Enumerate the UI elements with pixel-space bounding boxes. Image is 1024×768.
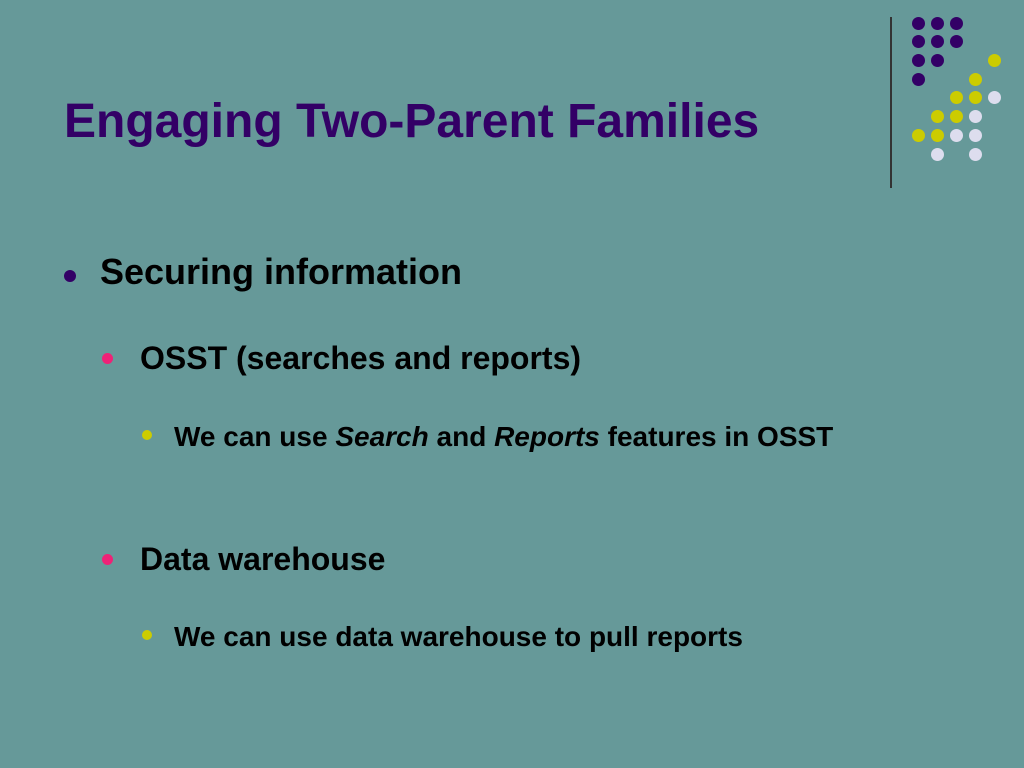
text-run-italic: Search [335,421,429,452]
decorative-dot [931,129,944,142]
bullet-level2-osst [102,338,581,378]
decorative-dot [912,73,925,86]
decorative-dot-grid [0,0,1024,200]
decorative-dot [969,73,982,86]
decorative-dot [969,110,982,123]
bullet-dot-icon [142,630,152,640]
bullet-level2-data-warehouse [102,539,385,579]
decorative-dot [950,35,963,48]
decorative-dot [950,91,963,104]
text-run-italic: Reports [494,421,600,452]
slide-title: Engaging Two-Parent Families [64,95,760,148]
bullet-level1-securing-information [64,250,462,294]
decorative-dot [931,17,944,30]
decorative-dot [969,91,982,104]
bullet-level3-search-reports [142,417,882,457]
bullet-dot-icon [102,554,113,565]
bullet-text: We can use data warehouse to pull reports [174,621,743,652]
decorative-dot [969,148,982,161]
decorative-dot [912,35,925,48]
bullet-text: OSST (searches and reports) [140,340,582,376]
bullet-text [174,417,882,457]
decorative-dot [931,110,944,123]
decorative-dot [912,17,925,30]
bullet-dot-icon [142,430,152,440]
decorative-dot [912,129,925,142]
bullet-text: Data warehouse [140,541,386,577]
text-run: features in OSST [599,421,834,452]
decorative-dot [950,110,963,123]
bullet-text: Securing information [100,251,463,292]
bullet-dot-icon [102,353,113,364]
decorative-dot [988,91,1001,104]
decorative-dot [988,54,1001,67]
text-run: We can use [174,421,336,452]
decorative-dot [950,129,963,142]
decorative-dot [931,148,944,161]
decorative-dot [931,54,944,67]
decorative-dot [912,54,925,67]
text-run: and [428,421,495,452]
decorative-dot [969,129,982,142]
decorative-dot [931,35,944,48]
bullet-dot-icon [64,270,76,282]
bullet-level3-pull-reports [142,617,882,657]
decorative-dot [950,17,963,30]
